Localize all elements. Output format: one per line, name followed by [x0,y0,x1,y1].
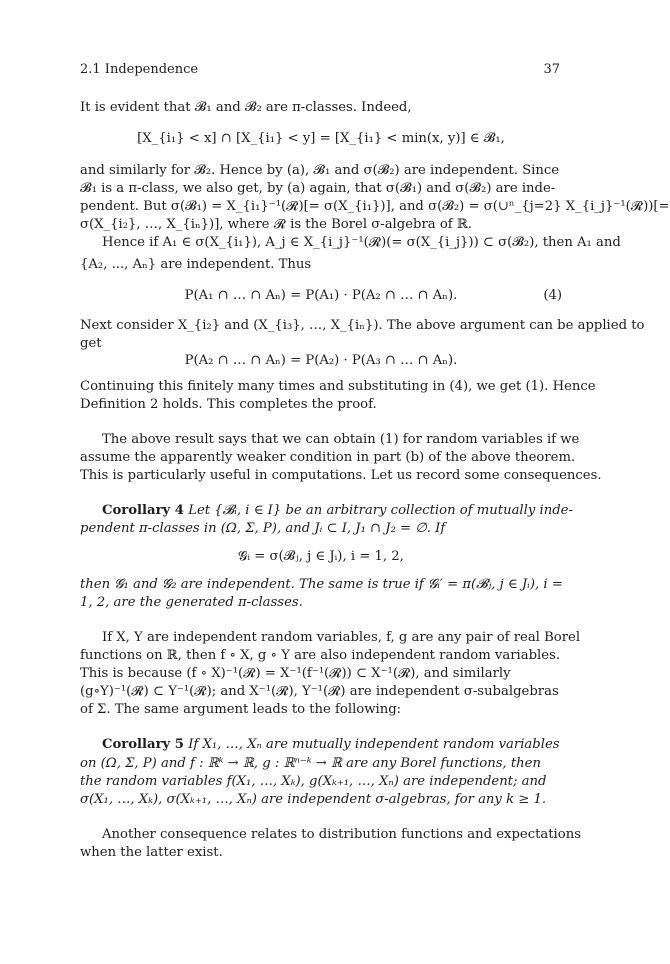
text-line: This is particularly useful in computations. Let us record some consequences. [80,468,602,483]
page-number: 37 [543,62,560,77]
text-line: pendent. But σ(𝓑₁) = X_{i₁}⁻¹(𝓡)[= σ(X_{i₁})], and σ(𝓑₂) = σ(∪ⁿ_{j=2} X_{i_j}⁻¹(𝓡))[= [80,199,670,214]
numbered-equation [80,287,562,305]
text-line: of Σ. The same argument leads to the following: [80,702,402,717]
display-equation: [X_{i₁} < x] ∩ [X_{i₁} < y] = [X_{i₁} < min(x, y)] ∈ 𝓑₁, [137,131,505,146]
text-line: on (Ω, Σ, P) and f : ℝᵏ → ℝ, g : ℝⁿ⁻ᵏ → ℝ are any Borel functions, then [80,756,541,771]
display-equation: P(A₂ ∩ … ∩ Aₙ) = P(A₂) · P(A₃ ∩ … ∩ Aₙ). [184,353,458,368]
text-line: This is because (f ∘ X)⁻¹(𝓡) = X⁻¹(f⁻¹(𝓡)) ⊂ X⁻¹(𝓡), and similarly [80,666,511,681]
text-line: Continuing this finitely many times and substituting in (4), we get (1). Hence [80,379,596,394]
text-line: pendent π-classes in (Ω, Σ, P), and Jᵢ ⊂ I, J₁ ∩ J₂ = ∅. If [80,521,446,536]
equation-number: (4) [543,288,562,303]
text-line: functions on ℝ, then f ∘ X, g ∘ Y are also independent random variables. [80,648,561,663]
text-line: and similarly for 𝓑₂. Hence by (a), 𝓑₁ and σ(𝓑₂) are independent. Since [80,163,560,178]
text-line: Next consider X_{i₂} and (X_{i₃}, …, X_{iₙ}). The above argument can be applied to [80,318,645,333]
text-line: If X, Y are independent random variables, f, g are any pair of real Borel [102,630,581,645]
corollary-4-line [102,502,573,520]
text-line: 𝓑₁ is a π-class, we also get, by (a) again, that σ(𝓑₁) and σ(𝓑₂) are inde- [80,181,556,196]
text-line: σ(X_{i₂}, …, X_{iₙ})], where 𝓡 is the Borel σ-algebra of ℝ. [80,217,472,232]
text-line: σ(X₁, …, Xₖ), σ(Xₖ₊₁, …, Xₙ) are independent σ-algebras, for any k ≥ 1. [80,792,547,807]
text-line: assume the apparently weaker condition in part (b) of the above theorem. [80,450,576,465]
display-equation: 𝓖ᵢ = σ(𝓑ⱼ, j ∈ Jᵢ), i = 1, 2, [238,549,404,564]
running-header [80,62,560,80]
text-line: Hence if A₁ ∈ σ(X_{i₁}), A_j ∈ X_{i_j}⁻¹(𝓡)(= σ(X_{i_j})) ⊂ σ(𝓑₂), then A₁ and [102,235,621,250]
text-line: the random variables f(X₁, …, Xₖ), g(Xₖ₊₁, …, Xₙ) are independent; and [80,774,547,789]
equation-body: P(A₁ ∩ … ∩ Aₙ) = P(A₁) · P(A₂ ∩ … ∩ Aₙ). [184,288,458,303]
text-line: Another consequence relates to distribution functions and expectations [102,827,581,842]
text-line: The above result says that we can obtain (1) for random variables if we [102,432,580,447]
corollary-label: Corollary 4 [102,503,184,518]
text-line: (g∘Y)⁻¹(𝓡) ⊂ Y⁻¹(𝓡); and X⁻¹(𝓡), Y⁻¹(𝓡) are independent σ-subalgebras [80,684,559,699]
text-line: 1, 2, are the generated π-classes. [80,595,303,610]
corollary-text: Let {𝓑ᵢ, i ∈ I} be an arbitrary collection of mutually inde- [188,503,573,518]
text-line: get [80,336,102,351]
corollary-label: Corollary 5 [102,737,184,752]
text-line: {A₂, ..., Aₙ} are independent. Thus [80,257,312,272]
text-line: when the latter exist. [80,845,223,860]
section-title: 2.1 Independence [80,62,199,77]
text-line: Definition 2 holds. This completes the proof. [80,397,377,412]
text-line: then 𝓖₁ and 𝓖₂ are independent. The same is true if 𝓖ᵢ′ = π(𝓑ⱼ, j ∈ Jᵢ), i = [80,577,563,592]
corollary-5-line [102,736,562,754]
corollary-text: If X₁, …, Xₙ are mutually independent random variables [188,737,560,752]
text-line: It is evident that 𝓑₁ and 𝓑₂ are π-classes. Indeed, [80,100,412,115]
